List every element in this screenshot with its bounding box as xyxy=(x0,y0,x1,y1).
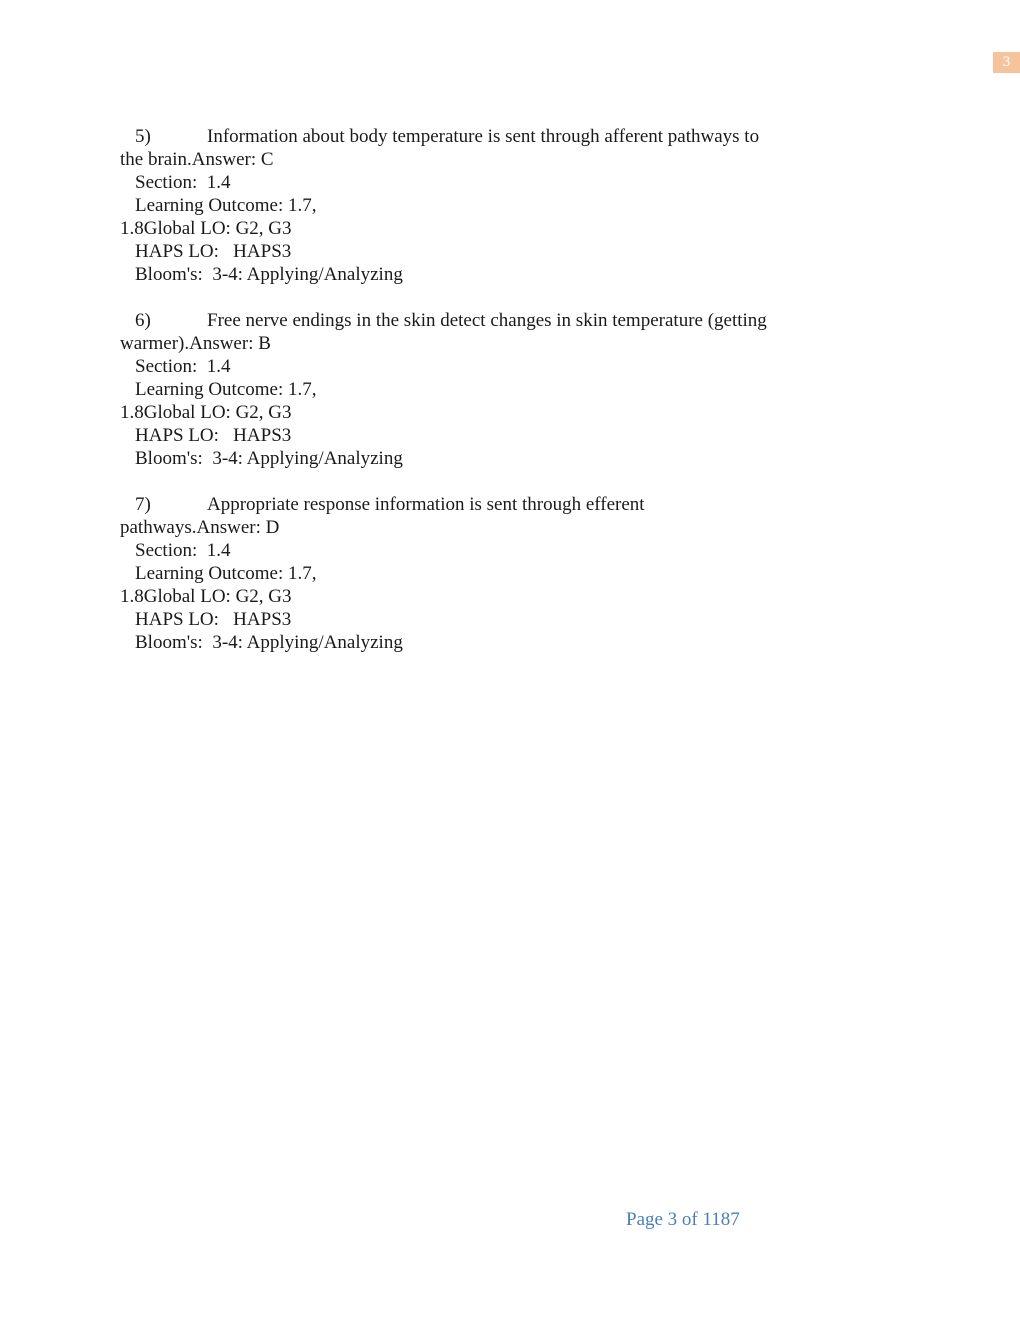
question-learning-outcome: Learning Outcome: 1.7, xyxy=(135,379,317,400)
question-section: Section: 1.4 xyxy=(135,356,231,377)
question-text: Appropriate response information is sent through efferent xyxy=(207,494,645,515)
question-learning-outcome: Learning Outcome: 1.7, xyxy=(135,195,317,216)
question-global-lo: 1.8Global LO: G2, G3 xyxy=(120,586,292,607)
question-prompt xyxy=(120,493,810,516)
question-blooms: Bloom's: 3-4: Applying/Analyzing xyxy=(135,264,403,285)
question-number: 7) xyxy=(135,494,151,515)
question-blooms: Bloom's: 3-4: Applying/Analyzing xyxy=(135,632,403,653)
question-haps-lo: HAPS LO: HAPS3 xyxy=(135,609,292,630)
question-answer-line: pathways.Answer: D xyxy=(120,517,280,538)
question-haps-lo: HAPS LO: HAPS3 xyxy=(135,241,292,262)
question-global-lo: 1.8Global LO: G2, G3 xyxy=(120,218,292,239)
question-item xyxy=(120,309,810,470)
question-number: 5) xyxy=(135,126,151,147)
question-answer-line: the brain.Answer: C xyxy=(120,149,274,170)
question-text: Free nerve endings in the skin detect changes in skin temperature (getting xyxy=(207,310,767,331)
question-number: 6) xyxy=(135,310,151,331)
question-learning-outcome: Learning Outcome: 1.7, xyxy=(135,563,317,584)
question-section: Section: 1.4 xyxy=(135,540,231,561)
question-section: Section: 1.4 xyxy=(135,172,231,193)
page-number-badge: 3 xyxy=(993,52,1020,73)
question-blooms: Bloom's: 3-4: Applying/Analyzing xyxy=(135,448,403,469)
question-item xyxy=(120,125,810,286)
document-body xyxy=(120,125,810,677)
question-prompt xyxy=(120,309,810,332)
question-global-lo: 1.8Global LO: G2, G3 xyxy=(120,402,292,423)
question-text: Information about body temperature is sent through afferent pathways to xyxy=(207,126,760,147)
page-footer: Page 3 of 1187 xyxy=(626,1209,740,1230)
question-answer-line: warmer).Answer: B xyxy=(120,333,271,354)
question-haps-lo: HAPS LO: HAPS3 xyxy=(135,425,292,446)
question-prompt xyxy=(120,125,810,148)
question-item xyxy=(120,493,810,654)
